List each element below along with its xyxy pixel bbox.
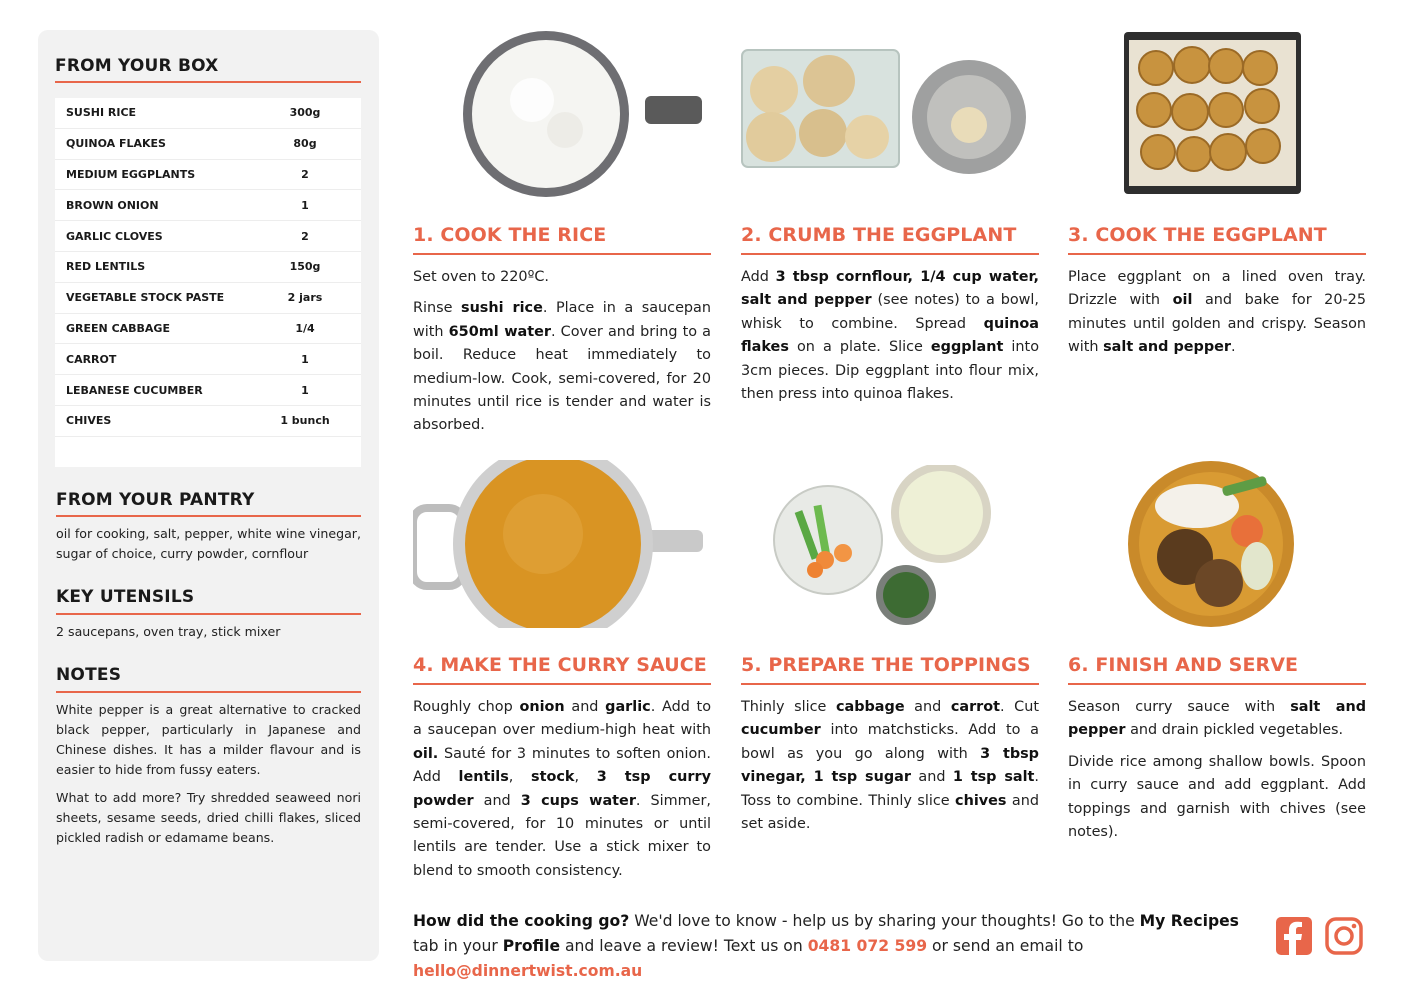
feedback-footer: How did the cooking go? We'd love to know - help us by sharing your thoughts! Go to the My Recipes tab in your Profile and leave a review! Text us on 0481 072 599 or send an email to hello@dinnertwist.com.au xyxy=(413,912,1239,980)
section-divider xyxy=(56,691,361,693)
step-3-title: 3. COOK THE EGGPLANT xyxy=(1068,224,1327,246)
section-divider xyxy=(56,613,361,615)
table-row xyxy=(55,98,361,129)
ingredient-qty: 2 jars xyxy=(287,291,323,305)
step-6-text xyxy=(1068,696,1366,852)
table-row xyxy=(55,252,361,283)
ingredient-name: LEBANESE CUCUMBER xyxy=(66,383,203,397)
pantry-text: oil for cooking, salt, pepper, white wine vinegar, sugar of choice, curry powder, cornflour xyxy=(56,526,361,561)
phone-link[interactable]: 0481 072 599 xyxy=(807,937,928,955)
step-2-text xyxy=(741,266,1039,414)
ingredient-name: VEGETABLE STOCK PASTE xyxy=(66,291,225,305)
step-divider xyxy=(1068,253,1366,255)
step-2-title: 2. CRUMB THE EGGPLANT xyxy=(741,224,1017,246)
table-row xyxy=(55,314,361,345)
ingredient-name: QUINOA FLAKES xyxy=(66,137,166,151)
ingredient-name: GREEN CABBAGE xyxy=(66,321,170,335)
table-row xyxy=(55,190,361,221)
ingredient-name: GARLIC CLOVES xyxy=(66,229,163,243)
ingredient-name: CHIVES xyxy=(66,414,112,428)
table-row xyxy=(55,283,361,314)
notes-paragraph: What to add more? Try shredded seaweed nori sheets, sesame seeds, dried chilli flakes, sliced pickled radish or edamame beans. xyxy=(56,790,361,845)
rice-pot-photo xyxy=(440,30,702,198)
step-paragraph: Rinse sushi rice. Place in a saucepan with 650ml water. Cover and bring to a boil. Reduce heat immediately to medium-low. Cook, semi-covered, for 20 minutes until rice is tender and water is absorbed. xyxy=(413,300,711,434)
step-1-title: 1. COOK THE RICE xyxy=(413,224,607,246)
table-row xyxy=(55,344,361,375)
finished-dish-photo xyxy=(1127,461,1295,627)
table-row xyxy=(55,375,361,406)
ingredient-qty: 1/4 xyxy=(295,321,315,335)
step-divider xyxy=(413,253,711,255)
table-row xyxy=(55,160,361,191)
step-paragraph: Thinly slice cabbage and carrot. Cut cucumber into matchsticks. Add to a bowl as you go along with 3 tbsp vinegar, 1 tsp sugar and 1 tsp salt. Toss to combine. Thinly slice chives and set aside. xyxy=(741,699,1039,833)
from-your-box-title: FROM YOUR BOX xyxy=(55,56,219,76)
step-5-title: 5. PREPARE THE TOPPINGS xyxy=(741,654,1031,676)
ingredient-name: MEDIUM EGGPLANTS xyxy=(66,167,196,181)
ingredient-name: RED LENTILS xyxy=(66,260,146,274)
step-paragraph: Place eggplant on a lined oven tray. Drizzle with oil and bake for 20-25 minutes until golden and crispy. Season with salt and pepper. xyxy=(1068,269,1366,356)
section-divider xyxy=(56,515,361,517)
step-4-text xyxy=(413,696,711,891)
ingredient-qty: 1 xyxy=(301,383,309,397)
utensils-text: 2 saucepans, oven tray, stick mixer xyxy=(56,624,281,639)
curry-sauce-pot-photo xyxy=(413,460,703,628)
step-4-title: 4. MAKE THE CURRY SAUCE xyxy=(413,654,707,676)
ingredient-name: CARROT xyxy=(66,352,117,366)
ingredient-qty: 80g xyxy=(293,137,317,151)
email-link[interactable]: hello@dinnertwist.com.au xyxy=(413,962,643,980)
ingredients-table xyxy=(55,98,361,467)
ingredient-qty: 1 xyxy=(301,352,309,366)
toppings-bowls-photo xyxy=(773,465,993,627)
instagram-icon[interactable] xyxy=(1325,917,1363,955)
facebook-icon[interactable] xyxy=(1276,917,1312,955)
step-paragraph: Season curry sauce with salt and pepper and drain pickled vegetables. xyxy=(1068,699,1367,739)
step-6-title: 6. FINISH AND SERVE xyxy=(1068,654,1299,676)
baked-eggplant-tray-photo xyxy=(1120,28,1305,198)
step-divider xyxy=(741,683,1039,685)
step-3-text xyxy=(1068,266,1366,368)
ingredient-name: SUSHI RICE xyxy=(66,106,137,120)
pantry-title: FROM YOUR PANTRY xyxy=(56,490,255,510)
step-divider xyxy=(741,253,1039,255)
ingredient-qty: 300g xyxy=(289,106,321,120)
table-row xyxy=(55,406,361,437)
step-paragraph: Divide rice among shallow bowls. Spoon in curry sauce and add eggplant. Add toppings and garnish with chives (see notes). xyxy=(1068,753,1366,841)
utensils-title: KEY UTENSILS xyxy=(56,587,195,607)
ingredient-qty: 150g xyxy=(289,260,321,274)
ingredients-sidebar xyxy=(38,30,379,961)
step-5-text xyxy=(741,696,1039,844)
step-paragraph: Set oven to 220ºC. xyxy=(413,269,549,285)
ingredient-name: BROWN ONION xyxy=(66,198,159,212)
table-row xyxy=(55,221,361,252)
ingredient-qty: 1 bunch xyxy=(280,414,330,428)
crumbing-photo xyxy=(741,45,1031,180)
step-paragraph: Add 3 tbsp cornflour, 1/4 cup water, salt and pepper (see notes) to a bowl, whisk to combine. Spread quinoa flakes on a plate. Slice eggplant into 3cm pieces. Dip eggplant into flour mix, then press into quinoa flakes. xyxy=(741,269,1039,403)
table-row xyxy=(55,129,361,160)
ingredient-qty: 2 xyxy=(301,229,309,243)
step-1-text xyxy=(413,266,711,446)
ingredient-qty: 1 xyxy=(301,198,309,212)
notes-title: NOTES xyxy=(56,665,122,685)
step-divider xyxy=(1068,683,1366,685)
step-divider xyxy=(413,683,711,685)
step-paragraph: Roughly chop onion and garlic. Add to a saucepan over medium-high heat with oil. Sauté for 3 minutes to soften onion. Add lentils, stock, 3 tsp curry powder and 3 cups water. Simmer, semi-covered, for 10 minutes or until lentils are tender. Use a stick mixer to blend to smooth consistency. xyxy=(413,699,711,879)
section-divider xyxy=(55,81,361,83)
ingredient-qty: 2 xyxy=(301,167,309,181)
notes-paragraph: White pepper is a great alternative to cracked black pepper, particularly in Japanese and Chinese dishes. It has a milder flavour and is easier to hide from fussy eaters. xyxy=(56,702,361,777)
